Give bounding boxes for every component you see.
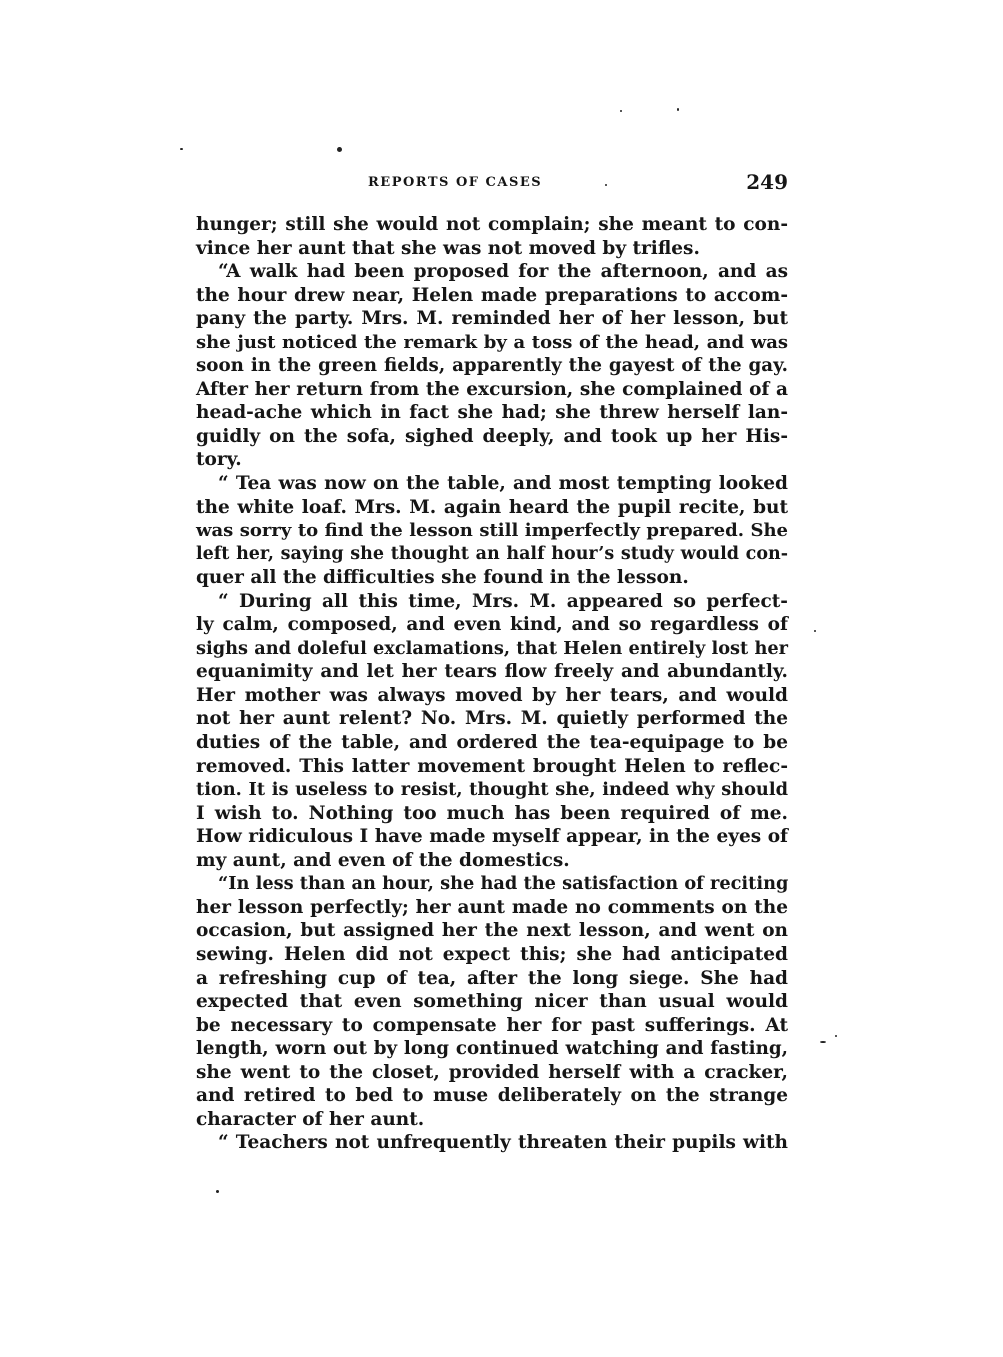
scan-speck (677, 108, 679, 111)
text-line: and retired to bed to muse deliberately on the strange (196, 1085, 788, 1107)
text-line: guidly on the sofa, sighed deeply, and took up her His- (196, 425, 788, 447)
text-line: After her return from the excursion, she complained of a (196, 378, 788, 400)
text-line: Her mother was always moved by her tears, and would (196, 684, 788, 706)
text-line: quer all the difficulties she found in the lesson. (196, 567, 689, 589)
scan-speck (605, 184, 607, 186)
text-line: sewing. Helen did not expect this; she had anticipated (196, 943, 788, 965)
page-number: 249 (746, 170, 788, 194)
scan-speck (180, 148, 183, 150)
scan-speck (814, 630, 816, 632)
text-line: duties of the table, and ordered the tea-equipage to be (196, 732, 788, 754)
text-line: her lesson perfectly; her aunt made no comments on the (196, 896, 788, 918)
page-header (196, 170, 788, 196)
text-line: soon in the green fields, apparently the gayest of the gay. (196, 355, 788, 377)
running-head: REPORTS OF CASES (368, 175, 543, 190)
text-line: a refreshing cup of tea, after the long siege. She had (196, 967, 788, 989)
text-line: tory. (196, 449, 242, 471)
text-line: I wish to. Nothing too much has been required of me. (196, 802, 788, 824)
text-line: she went to the closet, provided herself with a cracker, (196, 1061, 788, 1083)
text-line: the hour drew near, Helen made preparations to accom- (196, 284, 788, 306)
text-line: head-ache which in fact she had; she threw herself lan- (196, 402, 788, 424)
text-line: was sorry to find the lesson still imperfectly prepared. She (196, 520, 788, 542)
text-line: equanimity and let her tears flow freely and abundantly. (196, 661, 788, 683)
text-line: my aunt, and even of the domestics. (196, 849, 570, 871)
text-line: be necessary to compensate her for past sufferings. At (196, 1014, 788, 1036)
text-line: sighs and doleful exclamations, that Helen entirely lost her (196, 637, 788, 659)
text-line: occasion, but assigned her the next lesson, and went on (196, 920, 788, 942)
text-line: ly calm, composed, and even kind, and so regardless of (196, 614, 788, 636)
scan-speck (216, 1190, 219, 1193)
body-text (196, 213, 788, 1155)
text-line: the white loaf. Mrs. M. again heard the pupil recite, but (196, 496, 788, 518)
text-line: tion. It is useless to resist, thought she, indeed why should (196, 779, 788, 801)
text-line: character of her aunt. (196, 1108, 425, 1130)
text-line: “ Tea was now on the table, and most tempting looked (218, 473, 788, 495)
text-line: pany the party. Mrs. M. reminded her of her lesson, but (196, 308, 788, 330)
text-line: expected that even something nicer than usual would (196, 991, 788, 1013)
scan-speck (337, 147, 342, 152)
text-line: left her, saying she thought an half hour’s study would con- (196, 543, 788, 564)
text-line: How ridiculous I have made myself appear, in the eyes of (196, 826, 788, 848)
text-line: not her aunt relent? No. Mrs. M. quietly performed the (196, 708, 788, 730)
text-line: “In less than an hour, she had the satisfaction of reciting (218, 873, 789, 895)
text-line: “A walk had been proposed for the afternoon, and as (218, 261, 788, 283)
text-line: “ During all this time, Mrs. M. appeared so perfect- (218, 590, 788, 612)
text-line: length, worn out by long continued watching and fasting, (196, 1038, 788, 1060)
text-line: removed. This latter movement brought Helen to reflec- (196, 755, 788, 777)
scan-speck (620, 110, 622, 112)
text-line: “ Teachers not unfrequently threaten their pupils with (218, 1132, 788, 1154)
text-line: she just noticed the remark by a toss of the head, and was (196, 331, 788, 353)
scan-speck (820, 1041, 826, 1043)
scan-speck (835, 1035, 837, 1037)
text-line: hunger; still she would not complain; she meant to con- (196, 214, 788, 235)
text-line: vince her aunt that she was not moved by trifles. (196, 237, 700, 259)
